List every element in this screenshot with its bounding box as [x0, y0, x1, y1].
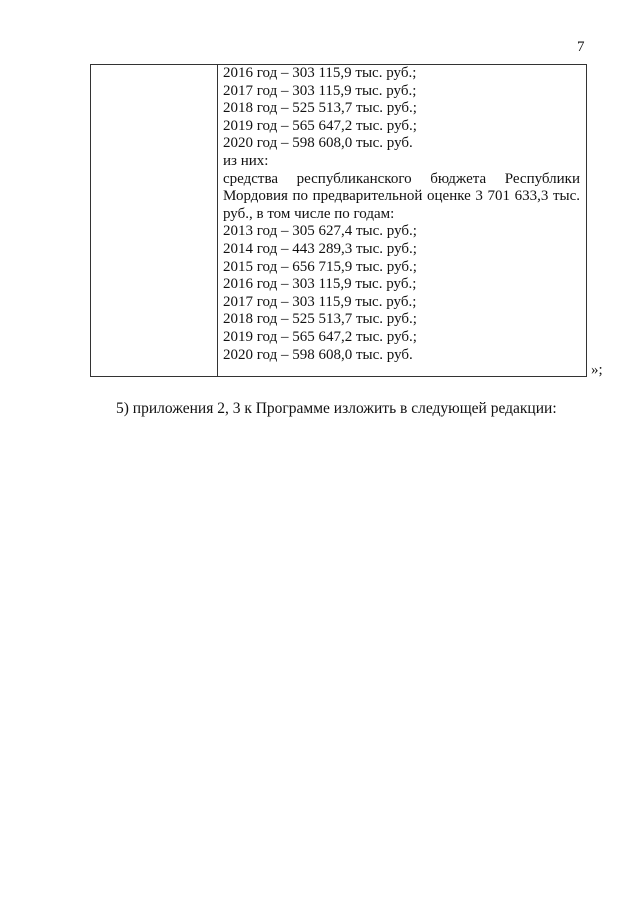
- funding-table: [90, 64, 587, 377]
- funding-details-cell: [223, 65, 580, 364]
- funding-source-text: руб., в том числе по годам:: [223, 205, 395, 222]
- year-amount-line: 2016 год – 303 115,9 тыс. руб.;: [223, 65, 417, 81]
- year-amount-line: 2019 год – 565 647,2 тыс. руб.;: [223, 117, 417, 134]
- year-amount-line: 2018 год – 525 513,7 тыс. руб.;: [223, 311, 417, 328]
- year-amount-line: 2017 год – 303 115,9 тыс. руб.;: [223, 293, 417, 310]
- year-amount-line: 2019 год – 565 647,2 тыс. руб.;: [223, 328, 417, 345]
- year-amount-line: 2014 год – 443 289,3 тыс. руб.;: [223, 240, 417, 257]
- funding-source-text: Мордовия по предварительной оценке 3 701 633,3 тыс.: [223, 188, 580, 205]
- closing-quote: »;: [591, 362, 603, 378]
- year-amount-line: 2017 год – 303 115,9 тыс. руб.;: [223, 82, 417, 99]
- funding-source-text: средства республиканского бюджета Республики: [223, 170, 580, 187]
- table-column-divider: [217, 65, 218, 376]
- year-amount-line: 2018 год – 525 513,7 тыс. руб.;: [223, 100, 417, 117]
- of-which-label: из них:: [223, 152, 269, 169]
- page-number: 7: [577, 39, 585, 55]
- year-amount-line: 2015 год – 656 715,9 тыс. руб.;: [223, 258, 417, 275]
- year-amount-line: 2020 год – 598 608,0 тыс. руб.: [223, 135, 413, 152]
- amendment-paragraph: 5) приложения 2, 3 к Программе изложить в следующей редакции:: [116, 400, 557, 417]
- year-amount-line: 2020 год – 598 608,0 тыс. руб.: [223, 346, 413, 363]
- year-amount-line: 2013 год – 305 627,4 тыс. руб.;: [223, 223, 417, 240]
- year-amount-line: 2016 год – 303 115,9 тыс. руб.;: [223, 276, 417, 293]
